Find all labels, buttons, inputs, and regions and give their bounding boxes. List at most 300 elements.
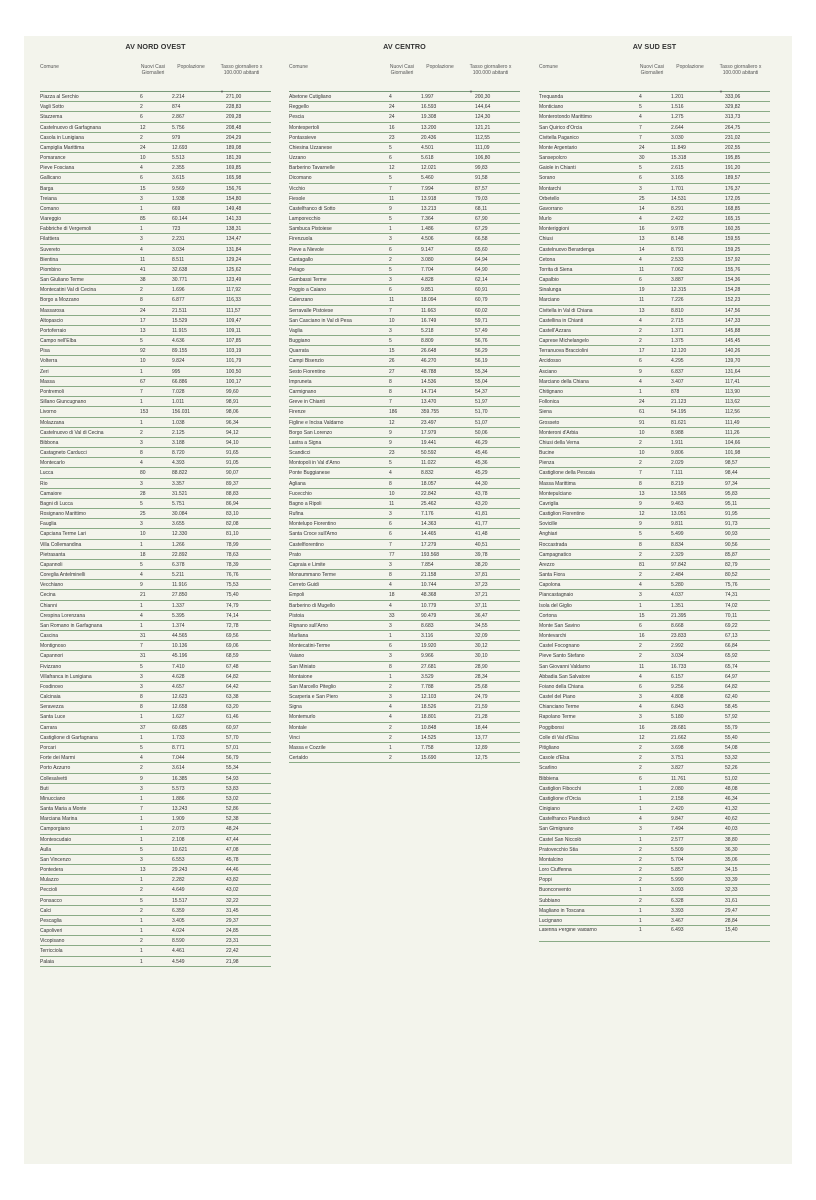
cell-nuovi-casi: 1 (140, 419, 143, 426)
table-row (539, 753, 770, 763)
cell-tasso: 44,46 (226, 867, 239, 874)
table-body (40, 92, 271, 967)
table-row (40, 651, 271, 661)
sort-down-icon[interactable]: ▼ (719, 89, 723, 94)
cell-nuovi-casi: 2 (140, 104, 143, 111)
table-row (289, 285, 520, 295)
cell-tasso: 124,30 (475, 114, 491, 121)
cell-nuovi-casi: 2 (639, 755, 642, 762)
table-row (289, 672, 520, 682)
table-row (539, 112, 770, 122)
cell-comune: Montelupo Fiorentino (289, 521, 336, 528)
table-row (539, 468, 770, 478)
table-row (289, 224, 520, 234)
cell-popolazione: 12.693 (172, 144, 188, 151)
cell-nuovi-casi: 38 (140, 277, 146, 284)
cell-tasso: 75,76 (725, 582, 738, 589)
cell-tasso: 58,45 (725, 704, 738, 711)
cell-popolazione: 6.359 (172, 907, 185, 914)
cell-popolazione: 4.657 (172, 683, 185, 690)
cell-comune: Arcidosso (539, 358, 561, 365)
cell-comune: Magliano in Toscana (539, 907, 585, 914)
cell-tasso: 98,91 (226, 399, 239, 406)
cell-nuovi-casi: 21 (140, 592, 146, 599)
cell-comune: Fauglia (40, 521, 57, 528)
cell-tasso: 55,34 (226, 765, 239, 772)
cell-nuovi-casi: 3 (140, 673, 143, 680)
cell-popolazione: 2.125 (172, 429, 185, 436)
cell-comune: Abetone Cutigliano (289, 94, 332, 100)
cell-popolazione: 27.850 (172, 592, 188, 599)
cell-nuovi-casi: 3 (389, 653, 392, 660)
cell-popolazione: 13.918 (421, 195, 437, 202)
cell-popolazione: 14.531 (671, 195, 687, 202)
table-row (539, 479, 770, 489)
table-row (40, 133, 271, 143)
cell-tasso: 101,79 (226, 358, 242, 365)
cell-popolazione: 2.231 (172, 236, 185, 243)
cell-popolazione: 8.834 (671, 541, 684, 548)
cell-popolazione: 1.701 (671, 185, 684, 192)
table-row (539, 509, 770, 519)
cell-nuovi-casi: 6 (389, 531, 392, 538)
cell-tasso: 121,21 (475, 124, 491, 131)
cell-comune: Monte Argentario (539, 144, 578, 151)
cell-nuovi-casi: 9 (639, 521, 642, 528)
cell-nuovi-casi: 1 (140, 602, 143, 609)
cell-comune: Molazzana (40, 419, 65, 426)
table-row (40, 255, 271, 265)
cell-tasso: 62,14 (475, 277, 488, 284)
cell-comune: Poppi (539, 877, 552, 884)
cell-comune: Piancastagnaio (539, 592, 574, 599)
cell-tasso: 41,77 (475, 521, 488, 528)
table-row (539, 458, 770, 468)
cell-popolazione: 11.761 (671, 775, 686, 782)
cell-popolazione: 14.363 (421, 521, 437, 528)
cell-popolazione: 8.148 (671, 236, 684, 243)
cell-comune: Chiesina Uzzanese (289, 144, 333, 151)
cell-popolazione: 2.158 (671, 795, 684, 802)
cell-nuovi-casi: 15 (639, 612, 645, 619)
cell-nuovi-casi: 1 (639, 795, 642, 802)
cell-popolazione: 6.378 (172, 561, 185, 568)
cell-popolazione: 15.318 (671, 155, 687, 162)
cell-comune: Rignano sull'Arno (289, 622, 329, 629)
cell-comune: Monte San Savino (539, 622, 580, 629)
table-row (539, 824, 770, 834)
cell-nuovi-casi: 30 (639, 155, 645, 162)
cell-comune: Castellina in Chianti (539, 317, 584, 324)
cell-comune: Pelago (289, 266, 305, 273)
cell-nuovi-casi: 9 (389, 439, 392, 446)
cell-popolazione: 3.116 (421, 633, 434, 640)
cell-tasso: 59,71 (475, 317, 488, 324)
cell-nuovi-casi: 4 (389, 470, 392, 477)
cell-popolazione: 1.351 (671, 602, 684, 609)
table-row (289, 214, 520, 224)
cell-comune: Pieve Fosciana (40, 165, 75, 172)
cell-nuovi-casi: 1 (639, 602, 642, 609)
cell-popolazione: 8.291 (671, 205, 684, 212)
header-tasso[interactable] (711, 64, 770, 94)
header-nuovi-casi: Nuovi Casi Giornalieri (639, 64, 665, 76)
cell-nuovi-casi: 2 (639, 327, 642, 334)
area-title: AV CENTRO (383, 42, 426, 51)
table-row (539, 733, 770, 743)
table-row (539, 519, 770, 529)
cell-popolazione: 5.460 (421, 175, 434, 182)
cell-tasso: 204,29 (226, 134, 242, 141)
cell-popolazione: 4.501 (421, 144, 434, 151)
cell-nuovi-casi: 1 (140, 928, 143, 935)
table-row (539, 601, 770, 611)
cell-nuovi-casi: 9 (639, 368, 642, 375)
cell-nuovi-casi: 6 (639, 775, 642, 782)
cell-tasso: 83,10 (226, 511, 239, 518)
table-header (289, 52, 520, 92)
cell-tasso: 125,62 (226, 266, 242, 273)
cell-nuovi-casi: 7 (140, 388, 143, 395)
table-row (40, 387, 271, 397)
cell-comune: San Miniato (289, 663, 316, 670)
cell-tasso: 37,21 (475, 592, 488, 599)
cell-tasso: 154,36 (725, 277, 741, 284)
table-row (40, 601, 271, 611)
cell-tasso: 91,58 (475, 175, 488, 182)
cell-comune: Portoferraio (40, 327, 67, 334)
cell-nuovi-casi: 4 (389, 582, 392, 589)
cell-tasso: 25,68 (475, 683, 488, 690)
cell-comune: Grosseto (539, 419, 560, 426)
cell-nuovi-casi: 2 (140, 938, 143, 945)
cell-nuovi-casi: 4 (639, 317, 642, 324)
cell-popolazione: 50.592 (421, 450, 437, 457)
cell-popolazione: 1.375 (671, 338, 684, 345)
cell-comune: Loro Ciuffenna (539, 867, 572, 874)
cell-popolazione: 46.270 (421, 358, 437, 365)
cell-tasso: 106,80 (475, 155, 491, 162)
cell-nuovi-casi: 13 (639, 236, 645, 243)
header-comune: Comune (40, 64, 59, 70)
cell-tasso: 98,44 (725, 470, 738, 477)
cell-nuovi-casi: 13 (639, 490, 645, 497)
cell-nuovi-casi: 6 (140, 114, 143, 121)
cell-tasso: 91,65 (226, 450, 239, 457)
cell-popolazione: 5.280 (671, 582, 684, 589)
table-row (40, 936, 271, 946)
cell-tasso: 51,02 (725, 775, 738, 782)
cell-comune: Anghiari (539, 531, 558, 538)
cell-tasso: 74,79 (226, 602, 239, 609)
cell-popolazione: 48.788 (421, 368, 437, 375)
table-row (289, 560, 520, 570)
cell-nuovi-casi: 2 (639, 765, 642, 772)
cell-comune: Bibbiena (539, 775, 559, 782)
table-row (539, 875, 770, 885)
cell-nuovi-casi: 5 (140, 663, 143, 670)
table-row (539, 265, 770, 275)
cell-comune: Villa Collemandina (40, 541, 82, 548)
header-tasso[interactable] (212, 64, 271, 94)
area-centro (289, 42, 520, 763)
cell-nuovi-casi: 1 (140, 917, 143, 924)
cell-comune: Castagneto Carducci (40, 450, 87, 457)
cell-comune: Calcinaia (40, 694, 61, 701)
cell-nuovi-casi: 4 (389, 714, 392, 721)
table-row (539, 133, 770, 143)
cell-comune: Zeri (40, 368, 49, 375)
cell-comune: San Giovanni Valdarno (539, 663, 591, 670)
cell-nuovi-casi: 27 (389, 368, 395, 375)
cell-comune: Coreglia Antelminelli (40, 572, 86, 579)
cell-comune: Crespina Lorenzana (40, 612, 86, 619)
cell-nuovi-casi: 13 (639, 307, 645, 314)
cell-tasso: 55,40 (725, 734, 738, 741)
table-row (539, 336, 770, 346)
cell-popolazione: 60.685 (172, 724, 188, 731)
cell-tasso: 56,76 (475, 338, 488, 345)
cell-comune: Monteriggioni (539, 226, 570, 233)
table-row (539, 723, 770, 733)
cell-comune: Montescudaio (40, 836, 72, 843)
cell-popolazione: 156.031 (172, 409, 191, 416)
cell-popolazione: 25.462 (421, 500, 437, 507)
cell-nuovi-casi: 13 (140, 327, 146, 334)
cell-popolazione: 14.714 (421, 388, 437, 395)
cell-tasso: 43,82 (226, 877, 239, 884)
cell-comune: Sambuca Pistoiese (289, 226, 332, 233)
cell-popolazione: 10.744 (421, 582, 437, 589)
table-row (40, 285, 271, 295)
table-row (289, 692, 520, 702)
cell-popolazione: 12.103 (421, 694, 437, 701)
table-row (289, 651, 520, 661)
cell-comune: Serravalle Pistoiese (289, 307, 334, 314)
cell-nuovi-casi: 2 (389, 256, 392, 263)
table-row (289, 245, 520, 255)
sort-down-icon[interactable]: ▼ (469, 89, 473, 94)
cell-popolazione: 9.806 (671, 450, 684, 457)
cell-tasso: 169,85 (226, 165, 242, 172)
cell-comune: Rosignano Marittimo (40, 511, 86, 518)
cell-tasso: 47,08 (226, 846, 239, 853)
cell-tasso: 113,90 (725, 388, 740, 395)
table-row (539, 662, 770, 672)
cell-popolazione: 4.828 (421, 277, 434, 284)
cell-popolazione: 979 (172, 134, 181, 141)
cell-nuovi-casi: 24 (389, 104, 395, 111)
cell-popolazione: 16.593 (421, 104, 437, 111)
cell-comune: Scandicci (289, 450, 311, 457)
cell-nuovi-casi: 18 (140, 551, 146, 558)
cell-tasso: 147,33 (725, 317, 741, 324)
cell-nuovi-casi: 3 (639, 826, 642, 833)
cell-tasso: 329,82 (725, 104, 741, 111)
cell-comune: Stazzema (40, 114, 63, 121)
cell-comune: Lastra a Signa (289, 439, 322, 446)
cell-tasso: 228,83 (226, 104, 242, 111)
cell-nuovi-casi: 4 (639, 582, 642, 589)
table-row (289, 468, 520, 478)
cell-popolazione: 1.038 (172, 419, 185, 426)
area-title: AV NORD OVEST (125, 42, 186, 51)
table-row (539, 926, 770, 942)
cell-comune: Montespertoli (289, 124, 320, 131)
table-row (539, 489, 770, 499)
cell-popolazione: 2.073 (172, 826, 185, 833)
cell-popolazione: 10.779 (421, 602, 437, 609)
table-row (40, 794, 271, 804)
cell-nuovi-casi: 2 (639, 856, 642, 863)
cell-nuovi-casi: 1 (389, 633, 392, 640)
table-row (539, 763, 770, 773)
table-row (40, 356, 271, 366)
cell-popolazione: 2.029 (671, 460, 684, 467)
cell-comune: Borgo a Mozzano (40, 297, 80, 304)
sort-down-icon[interactable]: ▼ (220, 89, 224, 94)
header-popolazione: Popolazione (676, 64, 704, 70)
table-row (40, 336, 271, 346)
cell-popolazione: 8.809 (421, 338, 434, 345)
header-tasso-label: Tasso giornaliero x 100.000 abitanti (719, 64, 762, 76)
cell-popolazione: 21.395 (671, 612, 687, 619)
cell-comune: Sesto Fiorentino (289, 368, 326, 375)
cell-comune: Aulla (40, 846, 52, 853)
cell-nuovi-casi: 24 (639, 144, 645, 151)
cell-tasso: 97,34 (725, 480, 738, 487)
cell-comune: Gavorrano (539, 205, 563, 212)
table-row (289, 590, 520, 600)
cell-tasso: 37,81 (475, 572, 488, 579)
cell-comune: Suvereto (40, 246, 61, 253)
header-nuovi-casi: Nuovi Casi Giornalieri (140, 64, 166, 76)
cell-tasso: 138,31 (226, 226, 242, 233)
cell-nuovi-casi: 8 (639, 541, 642, 548)
cell-tasso: 55,04 (475, 378, 488, 385)
cell-nuovi-casi: 6 (389, 155, 392, 162)
table-row (539, 356, 770, 366)
cell-comune: Subbiano (539, 897, 561, 904)
cell-popolazione: 3.655 (172, 521, 185, 528)
table-row (539, 651, 770, 661)
cell-popolazione: 9.824 (172, 358, 185, 365)
table-row (40, 560, 271, 570)
table-row (40, 418, 271, 428)
table-row (40, 377, 271, 387)
cell-popolazione: 14.536 (421, 378, 437, 385)
table-row (289, 428, 520, 438)
cell-comune: Bagno a Ripoli (289, 500, 322, 507)
cell-tasso: 99,60 (226, 388, 239, 395)
cell-nuovi-casi: 2 (639, 460, 642, 467)
cell-comune: Poggio a Caiano (289, 287, 326, 294)
table-row (289, 662, 520, 672)
cell-nuovi-casi: 16 (639, 633, 645, 640)
cell-tasso: 109,11 (226, 327, 241, 334)
cell-comune: Barga (40, 185, 54, 192)
cell-tasso: 13,77 (475, 734, 488, 741)
cell-tasso: 131,84 (226, 246, 242, 253)
cell-tasso: 66,58 (475, 236, 488, 243)
cell-tasso: 90,07 (226, 470, 239, 477)
table-row (40, 519, 271, 529)
cell-comune: Marciano (539, 297, 560, 304)
cell-popolazione: 3.080 (421, 256, 434, 263)
cell-tasso: 53,83 (226, 785, 239, 792)
cell-comune: Terricciola (40, 948, 63, 955)
table-row (40, 580, 271, 590)
cell-nuovi-casi: 10 (140, 155, 146, 162)
cell-tasso: 37,23 (475, 582, 488, 589)
cell-comune: Massarosa (40, 307, 65, 314)
cell-comune: Vinci (289, 734, 300, 741)
area-title: AV SUD EST (632, 42, 677, 51)
table-row (40, 743, 271, 753)
table-row (539, 906, 770, 916)
cell-nuovi-casi: 3 (639, 592, 642, 599)
cell-tasso: 31,61 (725, 897, 738, 904)
cell-comune: Santa Maria a Monte (40, 806, 87, 813)
cell-nuovi-casi: 10 (140, 531, 146, 538)
cell-tasso: 74,02 (725, 602, 738, 609)
cell-popolazione: 874 (172, 104, 181, 111)
cell-popolazione: 3.188 (172, 439, 185, 446)
table-row (40, 479, 271, 489)
cell-tasso: 78,99 (226, 541, 239, 548)
cell-popolazione: 1.337 (172, 602, 185, 609)
cell-tasso: 100,17 (226, 378, 242, 385)
table-row (539, 885, 770, 895)
cell-tasso: 29,37 (226, 917, 239, 924)
header-tasso[interactable] (461, 64, 520, 94)
cell-nuovi-casi: 4 (389, 602, 392, 609)
cell-popolazione: 21.158 (421, 572, 437, 579)
table-row (40, 92, 271, 102)
cell-comune: Gallicano (40, 175, 61, 182)
cell-nuovi-casi: 5 (140, 745, 143, 751)
cell-popolazione: 2.715 (671, 317, 684, 324)
cell-nuovi-casi: 8 (140, 704, 143, 711)
table-row (539, 428, 770, 438)
cell-nuovi-casi: 2 (639, 643, 642, 650)
cell-nuovi-casi: 5 (140, 846, 143, 853)
cell-nuovi-casi: 7 (639, 134, 642, 141)
cell-comune: Montepulciano (539, 490, 572, 497)
table-header (539, 52, 770, 92)
cell-popolazione: 16.749 (421, 317, 437, 324)
cell-nuovi-casi: 3 (389, 277, 392, 284)
cell-popolazione: 7.044 (172, 755, 185, 762)
table-row (40, 173, 271, 183)
cell-nuovi-casi: 3 (389, 622, 392, 629)
cell-comune: Abbadia San Salvatore (539, 673, 591, 680)
table-row (40, 275, 271, 285)
cell-comune: Capciana Terme Lari (40, 531, 87, 538)
cell-tasso: 147,56 (725, 307, 741, 314)
table-row (539, 804, 770, 814)
cell-nuovi-casi: 9 (639, 500, 642, 507)
cell-nuovi-casi: 2 (639, 867, 642, 874)
cell-comune: Castel del Piano (539, 694, 576, 701)
cell-nuovi-casi: 3 (389, 511, 392, 518)
cell-comune: Forte dei Marmi (40, 755, 76, 762)
cell-tasso: 154,80 (226, 195, 242, 202)
cell-popolazione: 1.696 (172, 287, 185, 294)
table-row (539, 794, 770, 804)
cell-tasso: 68,11 (475, 205, 488, 212)
cell-nuovi-casi: 8 (389, 480, 392, 487)
